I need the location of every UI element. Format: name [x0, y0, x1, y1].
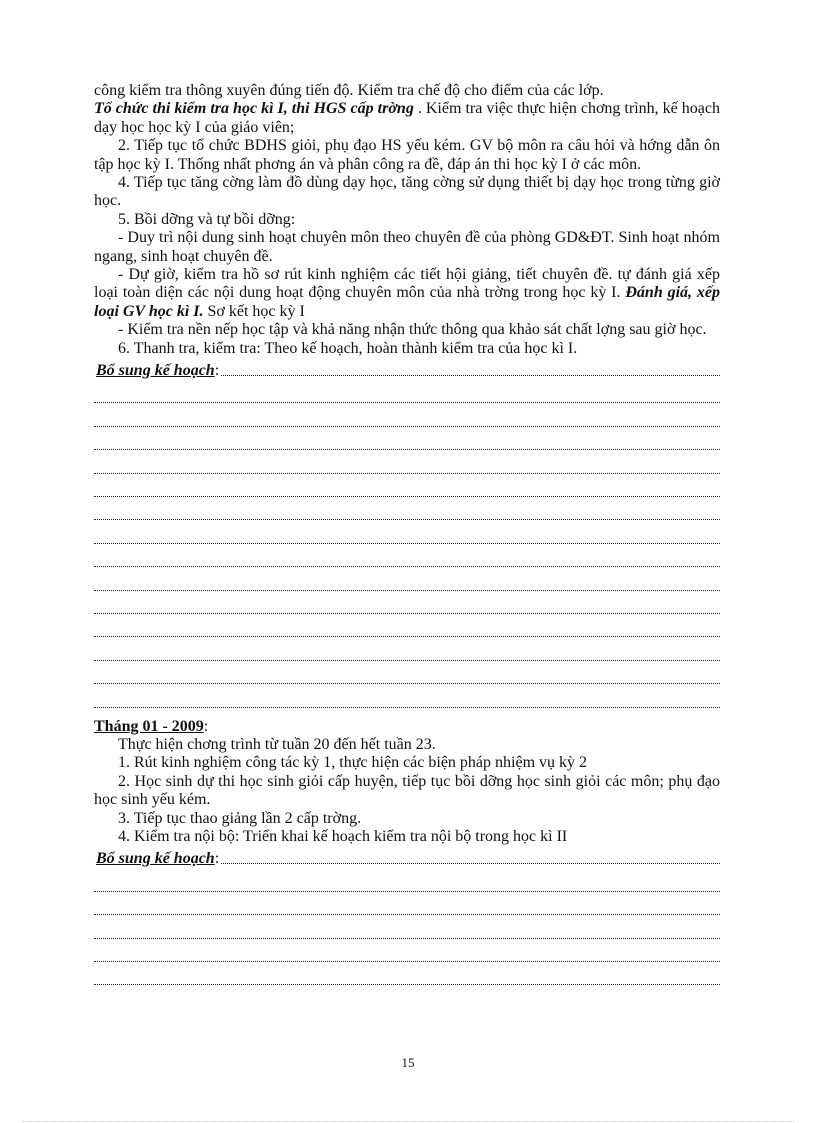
month-item-1: 1. Rút kinh nghiệm công tác kỳ 1, thực hiện các biện pháp nhiệm vụ kỳ 2 [118, 754, 588, 772]
item-5a: - Duy trì nội dung sinh hoạt chuyên môn theo chuyên đề của phòng GD&ĐT. Sinh hoạt nhóm ngang, sinh hoạt chuyên đề. [94, 229, 720, 265]
supplement-colon: : [214, 361, 220, 379]
supplement-plan-line [94, 360, 720, 380]
footer-rule [22, 1121, 794, 1122]
month-label: Tháng 01 - 2009 [94, 717, 204, 735]
dotted-fill [221, 863, 720, 864]
month-item-2: 2. Học sinh dự thi học sinh giỏi cấp huyện, tiếp tục bồi dỡng học sinh giỏi các môn; phụ đạo học sinh yếu kém. [94, 772, 720, 809]
dotted-line [94, 427, 720, 450]
paragraph-check-schedule [94, 82, 720, 137]
item-5: 5. Bồi dỡng và tự bồi dỡng: [118, 210, 296, 228]
dotted-line [94, 962, 720, 985]
dotted-line [94, 544, 720, 567]
dotted-line [94, 497, 720, 520]
month-intro: Thực hiện chơng trình từ tuần 20 đến hết tuần 23. [118, 735, 436, 753]
text-check-plan: . Kiểm tra việc thực hiện chơng trình, kế hoạch dạy học học kỳ I của giáo viên; [94, 100, 721, 136]
dotted-line [94, 567, 720, 590]
item-5b-tail: Sơ kết học kỳ I [203, 302, 305, 320]
dotted-line [94, 520, 720, 543]
item-5c: - Kiểm tra nền nếp học tập và khả năng nhận thức thông qua khảo sát chất lợng sau giờ học. [118, 321, 707, 339]
dotted-line [94, 684, 720, 707]
supplement-colon: : [214, 850, 220, 867]
dotted-line [94, 591, 720, 614]
dotted-line [94, 614, 720, 637]
dotted-line [94, 939, 720, 962]
item-4: 4. Tiếp tục tăng cờng làm đồ dùng dạy học, tăng cờng sử dụng thiết bị dạy học trong từng giờ học. [94, 174, 720, 210]
dotted-line [94, 474, 720, 497]
item-2: 2. Tiếp tục tổ chức BDHS giỏi, phụ đạo HS yếu kém. GV bộ môn ra câu hỏi và hớng dẫn ôn tập học kỳ I. Thống nhất phơng án và phân công ra đề, đáp án thi học kỳ I ở các môn. [94, 137, 720, 173]
dotted-line [94, 868, 720, 891]
dotted-line [94, 380, 720, 403]
month-item-4: 4. Kiểm tra nội bộ: Triển khai kế hoạch kiểm tra nội bộ trong học kì II [118, 828, 568, 845]
dotted-line [94, 637, 720, 660]
month-item-3: 3. Tiếp tục thao giảng lần 2 cấp trờng. [118, 809, 362, 827]
item-5b-text: - Dự giờ, kiểm tra hồ sơ rút kinh nghiệm các tiết hội giảng, tiết chuyên đề. tự đánh giá xếp loại toàn diện các nội dung hoạt động chuyên môn của nhà trờng trong học kỳ I. [94, 266, 720, 302]
item-6: 6. Thanh tra, kiểm tra: Theo kế hoạch, hoàn thành kiểm tra của học kì I. [118, 339, 578, 357]
document-page [94, 82, 720, 985]
text-check: công kiểm tra thông xuyên đúng tiến độ. Kiểm tra chế độ cho điểm của các lớp. [94, 82, 604, 99]
month-colon: : [203, 717, 209, 735]
dotted-line [94, 403, 720, 426]
supplement-plan-line-2 [94, 848, 720, 868]
page-number: 15 [401, 1055, 415, 1070]
item-5b [94, 266, 720, 321]
supplement-label: Bổ sung kế hoạch [96, 361, 215, 379]
supplement-label: Bổ sung kế hoạch [96, 850, 215, 867]
dotted-line [94, 915, 720, 938]
dotted-fill [221, 375, 720, 376]
item-5b-emphasis: Đánh giá, xếp loại GV học kì I. [94, 284, 720, 320]
dotted-line [94, 892, 720, 915]
text-exam-organization: Tổ chức thi kiểm tra học kì I, thi HGS cấp trờng [94, 100, 414, 118]
dotted-line [94, 661, 720, 684]
dotted-line [94, 450, 720, 473]
month-heading [94, 718, 720, 736]
